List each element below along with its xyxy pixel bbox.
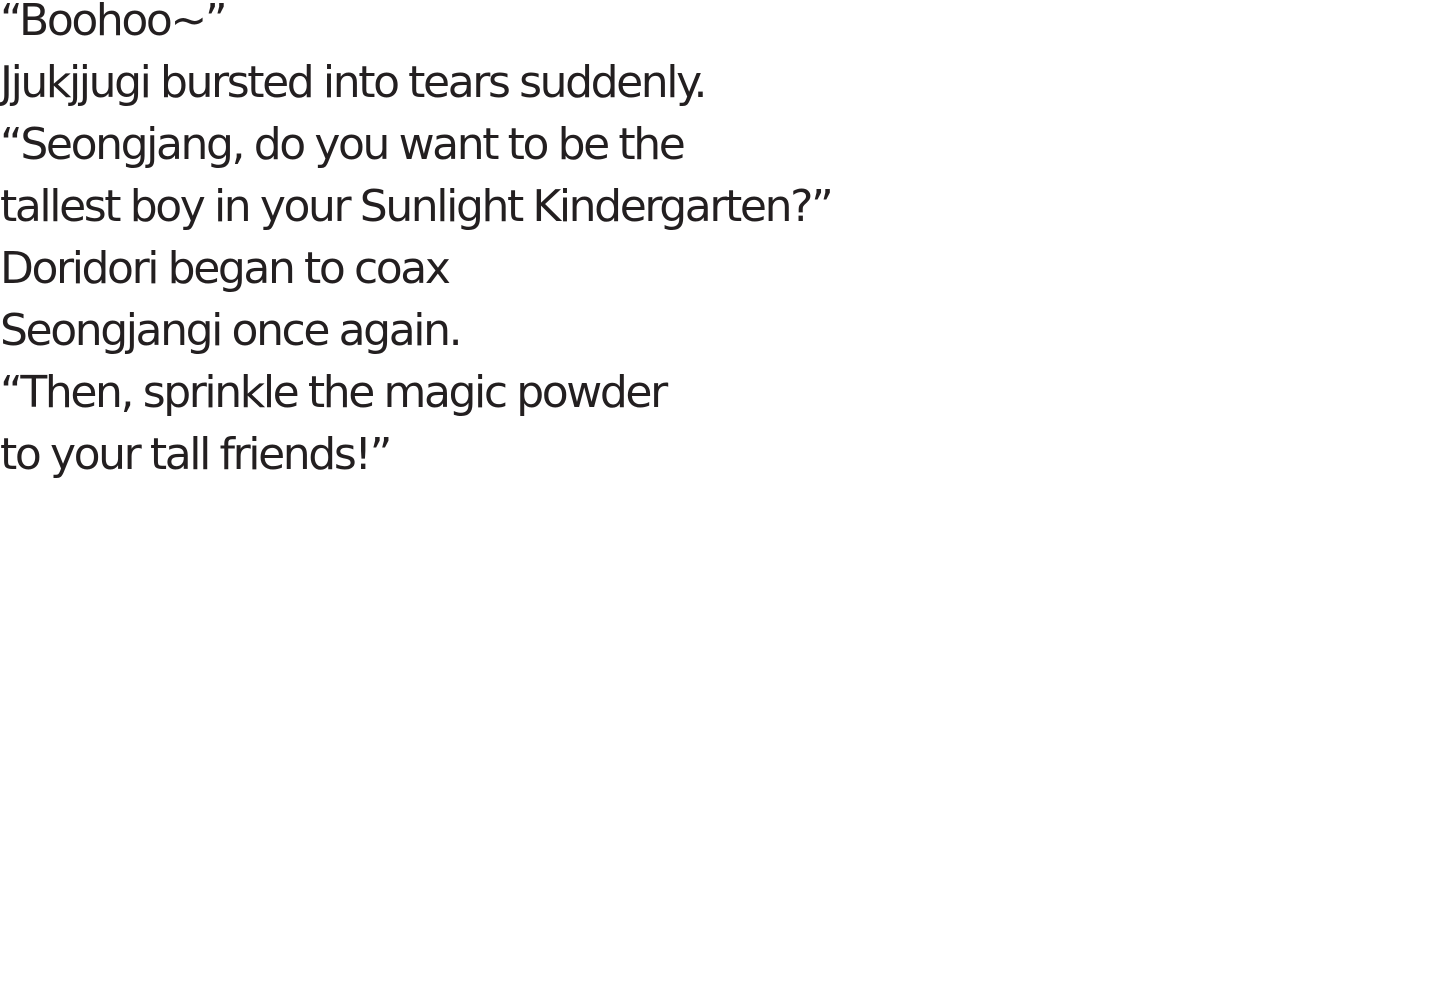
story-line-6: Seongjangi once again. <box>0 305 461 356</box>
story-line-3: “Seongjang, do you want to be the <box>0 119 684 170</box>
story-text <box>0 0 831 486</box>
story-line-1: “Boohoo~” <box>0 0 226 46</box>
story-line-7: “Then, sprinkle the magic powder <box>0 367 666 418</box>
story-line-4: tallest boy in your Sunlight Kindergarten?” <box>0 181 832 232</box>
story-line-5: Doridori began to coax <box>0 243 449 294</box>
story-line-2: Jjukjjugi bursted into tears suddenly. <box>0 57 706 108</box>
story-line-8: to your tall friends!” <box>0 429 390 480</box>
